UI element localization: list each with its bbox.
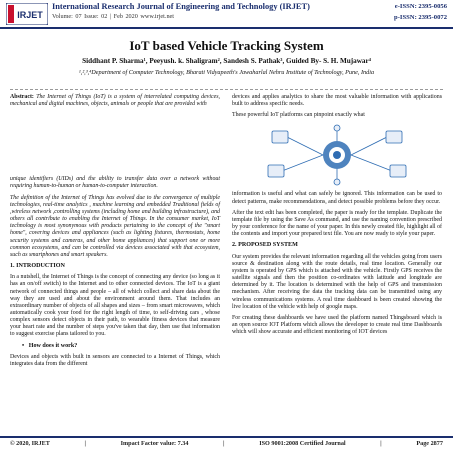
introduction-heading: 1. INTRODUCTION — [10, 263, 65, 270]
journal-meta: Volume: 07 Issue: 02 | Feb 2020 www.irjet.net — [52, 13, 175, 20]
header-rule — [0, 27, 453, 29]
footer-rule — [0, 436, 453, 438]
journal-title: International Research Journal of Engineering and Technology (IRJET) — [52, 2, 310, 11]
footer-impact: Impact Factor value: 7.34 — [120, 440, 189, 447]
right-column — [232, 94, 442, 340]
logo-text: IRJET — [17, 10, 43, 20]
introduction-paragraph-1: In a nutshell, the Internet of Things is the concept of connecting any device (so long as it has an on/off switch) to the Internet and to other connected devices. The IoT is a giant network of connected things and people – all of which collect and share data about the way they are used and about the environment around them. That includes an extraordinary number of objects of all shapes and sizes – from smart microwaves, which automatically cook your food for the right length of time, to self-driving cars , whose complex sensors detect objects in their path, to wearable fitness devices that measure your heart rate and the number of steps you've taken that day, then use that information to suggest exercise plans tailored to you. — [10, 274, 220, 338]
page-footer — [10, 440, 443, 447]
proposed-system-heading: 2. PROPOSED SYSTEM — [232, 242, 298, 249]
e-issn: e-ISSN: 2395-0056 — [394, 3, 447, 10]
journal-header — [0, 0, 453, 28]
footer-sep-3: | — [380, 440, 382, 447]
right-paragraph-3: information is useful and what can safely be ignored. This information can be used to detect patterns, make recommendations, and detect possible problems before they occur. — [232, 191, 442, 205]
left-column — [10, 94, 220, 372]
abstract-paragraph-1: Abstract: The Internet of Things (IoT) is a system of interrelated computing devices, mechanical and digital machines, objects, animals or people that are provided with — [10, 94, 220, 108]
abstract-paragraph-2: unique identifiers (UIDs) and the ability to transfer data over a network without requiring human-to-human or human-to-computer interaction. — [10, 176, 220, 190]
right-paragraph-2: These powerful IoT platforms can pinpoint exactly what — [232, 112, 365, 119]
p-issn: p-ISSN: 2395-0072 — [394, 14, 447, 21]
paper-title: IoT based Vehicle Tracking System — [129, 38, 324, 53]
footer-sep-1: | — [84, 440, 86, 447]
how-it-works-bullet: • How does it work? — [22, 342, 78, 349]
figure-whitespace — [10, 112, 220, 176]
introduction-paragraph-2: Devices and objects with built in sensors are connected to a Internet of Things, which integrates data from the different — [10, 353, 220, 367]
paper-affiliation: ¹,²,³,⁴Department of Computer Technology, Bharati Vidyapeeth's Jawaharlal Nehru Institute of Technology, Pune, India — [78, 69, 375, 76]
iot-platform-figure — [232, 123, 442, 187]
irjet-logo — [6, 3, 48, 25]
footer-copyright: © 2020, IRJET — [10, 440, 50, 447]
right-paragraph-1: devices and applies analytics to share the most valuable information with applications built to address specific needs. — [232, 94, 442, 108]
affiliation-separator — [10, 89, 443, 90]
right-paragraph-5: Our system provides the relevant information regarding all the vehicles going from users source & destination along with the route details, real time location. Generally our system is operated by GPS which is attached with the vehicle. Firstly GPS receives the satellite signals and then the position co-ordinates with latitude and longitude are determined by it. The location is determined with the help of GPS and transmission mechanism. After receiving the data the tracking data can be transmitted using any wireless communications systems. A real time dashboard is been created showing the live location of the vehicle with help of google maps. — [232, 253, 442, 310]
right-paragraph-4: After the text edit has been completed, the paper is ready for the template. Duplicate the template file by using the Save As command, and use the naming convention prescribed by your conference for the name of your paper. In this newly created file, highlight all of the contents and import your prepared text file. You are now ready to style your paper. — [232, 209, 442, 238]
right-paragraph-6: For creating these dashboards we have used the platform named Thingsboard which is an open source IOT Platform which allows the developer to create real time Dashboards which will show accurate and efficient monitoring of IOT devices — [232, 314, 442, 336]
paper-authors: Siddhant P. Sharma¹, Peeyush. k. Shaligram², Sandesh S. Pathak³, Guided By- S. H. Mujawar⁴ — [82, 57, 371, 65]
footer-page: Page 2877 — [416, 440, 443, 447]
iot-figure-illustration — [232, 123, 442, 187]
abstract-label: Abstract: — [10, 94, 34, 100]
abstract-paragraph-3: The definition of the Internet of Things has evolved due to the convergence of multiple technologies, real-time analytics , machine learning and embedded Traditional fields of ,wireless network ,controlling systems (including home and building infrastructure), and others all contribute to enabling the Internet of Things. In the consumer market, IoT technology is most synonymous with products pertaining to the concept of the "smart home", covering devices and appliances (such as lighting fixtures, thermostats, home security systems and cameras, and other home appliances) that support one or more common ecosystems, and can be controlled via devices associated with that ecosystem, such as smartphones and smart speakers. — [10, 194, 220, 258]
footer-sep-2: | — [223, 440, 225, 447]
footer-iso: ISO 9001:2008 Certified Journal — [259, 440, 346, 447]
